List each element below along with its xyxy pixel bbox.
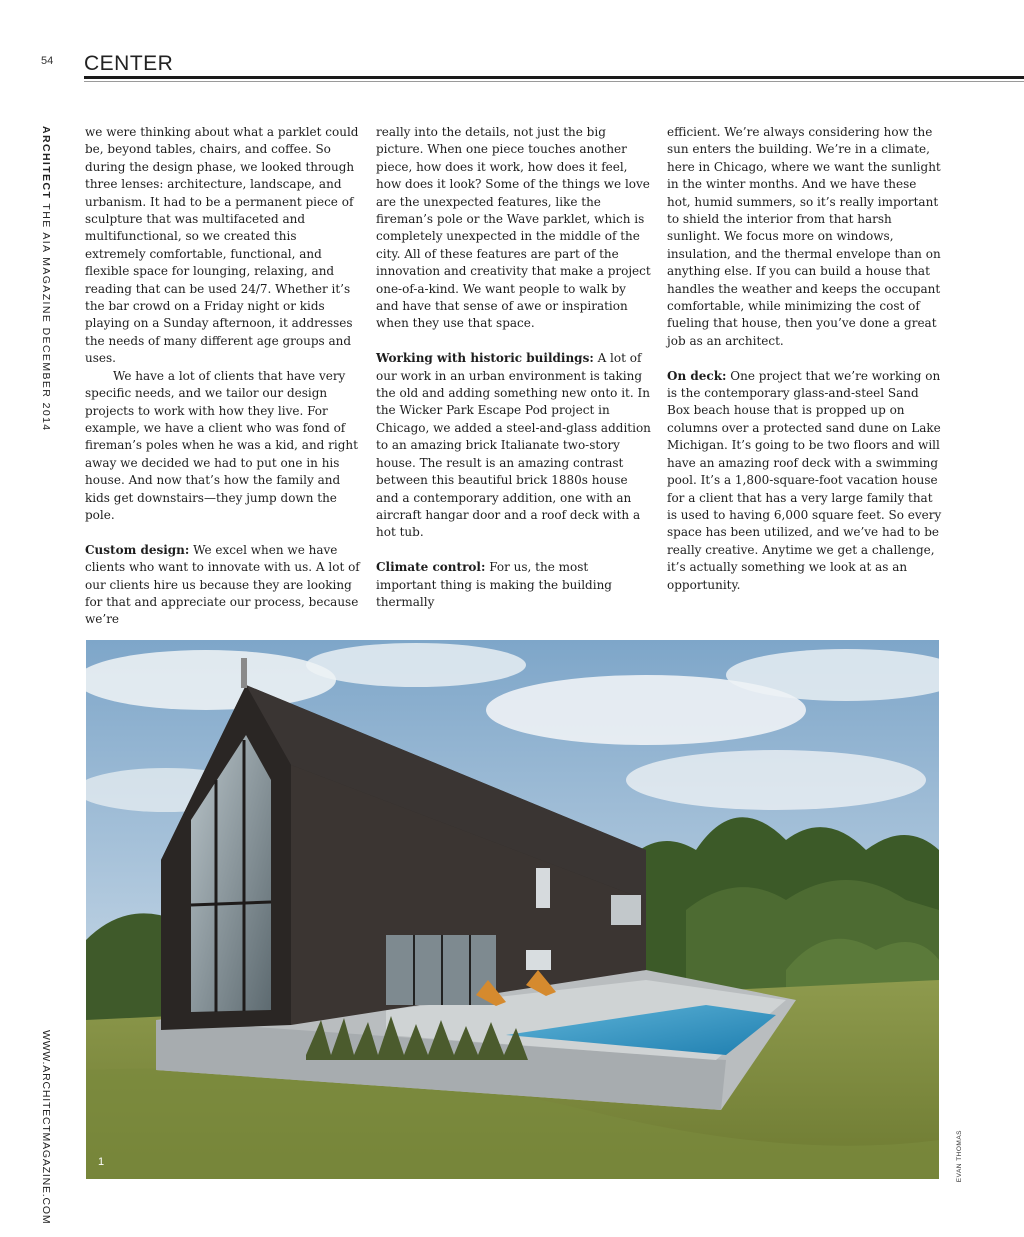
magazine-name: THE AIA MAGAZINE xyxy=(40,199,52,328)
subhead-historic-buildings: Working with historic buildings: xyxy=(376,351,594,366)
paragraph xyxy=(376,559,651,611)
text-column-2 xyxy=(376,124,651,611)
paragraph xyxy=(667,368,942,594)
page-number: 54 xyxy=(41,55,54,67)
section-title: CENTER xyxy=(84,52,174,75)
subhead-custom-design: Custom design: xyxy=(85,542,190,557)
photo-credit: EVAN THOMAS xyxy=(956,1130,963,1183)
paragraph: We have a lot of clients that have very specific needs, and we tailor our design projects to work with how they live. For example, we have a client who was fond of fireman’s poles when he was a kid, and right away we decided we had to put one in his house. And now that’s how the family and kids get downstairs—they jump down the pole. xyxy=(85,368,358,522)
figure-number: 1 xyxy=(98,1156,105,1168)
paragraph-body: One project that we’re working on is the contemporary glass-and-steel Sand Box beach house that is propped up on columns over a protected sand dune on Lake Michigan. It’s going to be two floors and will have an amazing roof deck with a swimming pool. It’s a 1,800-square-foot vacation house for a client that has a very large family that is used to having 6,000 square feet. So every space has been utilized, and we’ve had to be really creative. Anytime we get a challenge, it’s actually something we look at as an opportunity. xyxy=(667,368,942,592)
paragraph-body: A lot of our work in an urban environment is taking the old and adding something new onto it. In the Wicker Park Escape Pod project in Chicago, we added a steel-and-glass addition to an amazing brick Italianate two-story house. The result is an amazing contrast between this beautiful brick 1880s house and a contemporary addition, one with an aircraft hangar door and a roof deck with a hot tub. xyxy=(376,351,651,540)
text-column-3 xyxy=(667,124,942,594)
brand-name: ARCHITECT xyxy=(40,126,52,200)
paragraph-body: We excel when we have clients who want to innovate with us. A lot of our clients hire us because they are looking for that and appreciate our process, because we’re xyxy=(85,542,360,627)
house-rendering-illustration xyxy=(86,640,939,1179)
paragraph: efficient. We’re always considering how the sun enters the building. We’re in a climate, here in Chicago, where we want the sunlight in the winter months. And we have these hot, humid summers, so it’s really important to shield the interior from that harsh sunlight. We focus more on windows, insulation, and the thermal envelope than on anything else. If you can build a house that handles the weather and keeps the occupant comfortable, while minimizing the cost of fueling that house, then you’ve done a great job as an architect. xyxy=(667,125,941,348)
text-column-1 xyxy=(85,124,360,629)
subhead-on-deck: On deck: xyxy=(667,368,727,383)
house-rendering-photo xyxy=(86,640,939,1179)
paragraph: really into the details, not just the big picture. When one piece touches another piece, how does it work, how does it feel, how does it look? Some of the things we love are the unexpected features, like the fireman’s pole or the Wave parklet, which is completely unexpected in the middle of the city. All of these features are part of the innovation and creativity that make a project one-of-a-kind. We want people to walk by and have that sense of awe or inspiration when they use that space. xyxy=(376,125,651,331)
running-head xyxy=(40,126,52,432)
header-rule-thick xyxy=(84,76,1024,79)
paragraph-body: For us, the most important thing is making the building thermally xyxy=(376,560,612,609)
subhead-climate-control: Climate control: xyxy=(376,560,486,575)
paragraph xyxy=(376,350,651,541)
paragraph: we were thinking about what a parklet could be, beyond tables, chairs, and coffee. So during the design phase, we looked through three lenses: architecture, landscape, and urbanism. It had to be a permanent piece of sculpture that was multifaceted and multifunctional, so we created this extremely comfortable, functional, and flexible space for lounging, relaxing, and reading that can be used 24/7. Whether it’s the bar crowd on a Friday night or kids playing on a Sunday afternoon, it addresses the needs of many different age groups and uses. xyxy=(85,125,359,366)
paragraph xyxy=(85,542,360,629)
issue-date: DECEMBER 2014 xyxy=(40,327,52,432)
magazine-url: WWW.ARCHITECTMAGAZINE.COM xyxy=(40,1030,52,1225)
header-rule-thin xyxy=(84,81,1024,82)
